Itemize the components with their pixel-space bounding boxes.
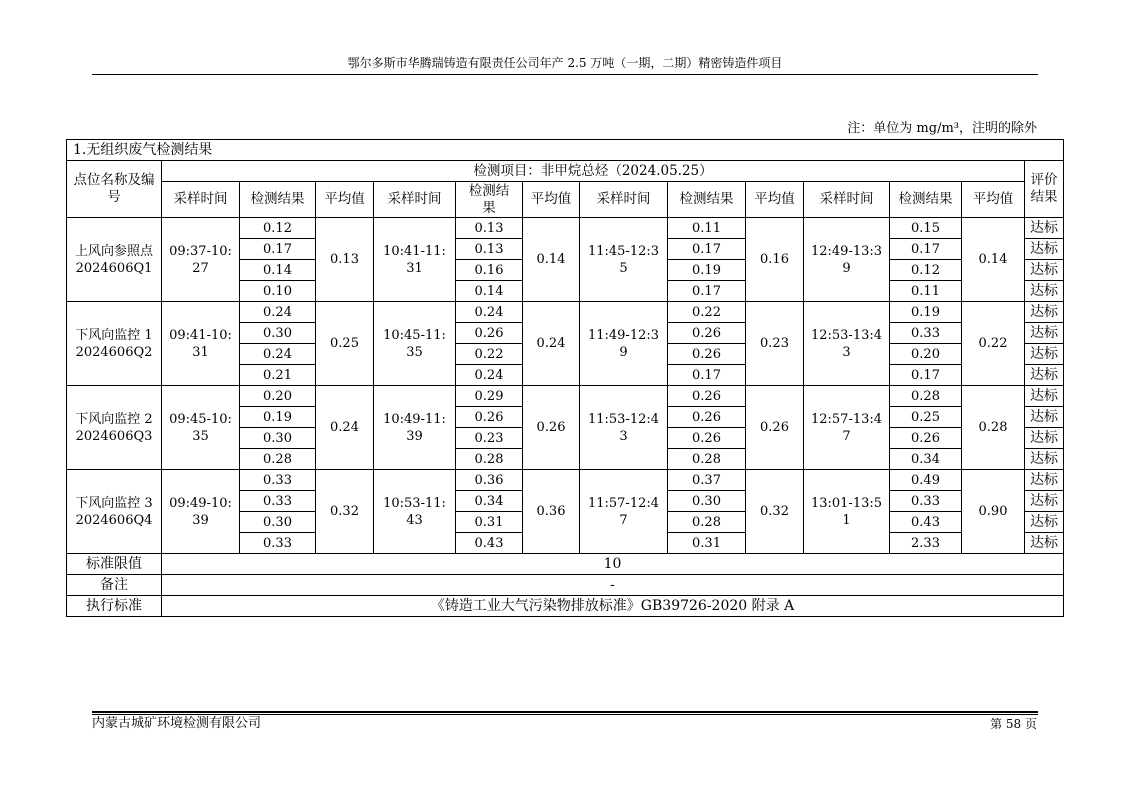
result-cell: 0.17 — [240, 239, 316, 260]
result-cell: 0.12 — [890, 260, 962, 281]
result-cell: 0.10 — [240, 281, 316, 302]
result-cell: 0.30 — [668, 491, 746, 512]
result-cell: 0.43 — [456, 533, 523, 554]
sampling-time-cell: 09:45-10:35 — [162, 386, 240, 470]
result-cell: 0.28 — [668, 512, 746, 533]
sampling-time-cell: 11:57-12:47 — [580, 470, 668, 554]
result-header-2: 检测结果 — [456, 182, 523, 218]
sampling-time-cell: 11:45-12:35 — [580, 218, 668, 302]
average-cell: 0.26 — [746, 386, 804, 470]
result-cell: 0.23 — [456, 428, 523, 449]
evaluation-header: 评价结果 — [1025, 161, 1064, 218]
footer-row-value: - — [162, 575, 1064, 596]
result-cell: 0.20 — [240, 386, 316, 407]
evaluation-cell: 达标 — [1025, 491, 1064, 512]
sampling-time-header-4: 采样时间 — [804, 182, 890, 218]
evaluation-cell: 达标 — [1025, 260, 1064, 281]
footer-row — [67, 554, 1064, 575]
result-cell: 0.21 — [240, 365, 316, 386]
average-cell: 0.36 — [523, 470, 580, 554]
sampling-time-cell: 11:49-12:39 — [580, 302, 668, 386]
footer-row-label: 标准限值 — [67, 554, 162, 575]
average-cell: 0.22 — [962, 302, 1025, 386]
sampling-time-cell: 10:49-11:39 — [374, 386, 456, 470]
sampling-time-cell: 09:37-10:27 — [162, 218, 240, 302]
result-cell: 0.26 — [668, 386, 746, 407]
result-header-1: 检测结果 — [240, 182, 316, 218]
result-cell: 0.22 — [668, 302, 746, 323]
result-cell: 0.13 — [456, 239, 523, 260]
header-row-1 — [67, 161, 1064, 182]
header-divider — [92, 74, 1038, 75]
footer-row-value: 10 — [162, 554, 1064, 575]
result-cell: 0.20 — [890, 344, 962, 365]
result-cell: 0.26 — [668, 344, 746, 365]
result-cell: 0.17 — [890, 239, 962, 260]
table-row — [67, 302, 1064, 323]
footer-row-value: 《铸造工业大气污染物排放标准》GB39726-2020 附录 A — [162, 596, 1064, 617]
result-cell: 0.28 — [240, 449, 316, 470]
result-cell: 0.43 — [890, 512, 962, 533]
result-cell: 0.34 — [890, 449, 962, 470]
average-cell: 0.23 — [746, 302, 804, 386]
result-cell: 0.28 — [456, 449, 523, 470]
result-cell: 0.24 — [456, 365, 523, 386]
result-cell: 2.33 — [890, 533, 962, 554]
result-cell: 0.12 — [240, 218, 316, 239]
sampling-time-cell: 10:53-11:43 — [374, 470, 456, 554]
sampling-time-cell: 09:41-10:31 — [162, 302, 240, 386]
result-cell: 0.17 — [668, 239, 746, 260]
result-cell: 0.17 — [668, 281, 746, 302]
result-cell: 0.36 — [456, 470, 523, 491]
result-cell: 0.31 — [668, 533, 746, 554]
sampling-time-header-3: 采样时间 — [580, 182, 668, 218]
header-row-2 — [67, 182, 1064, 218]
point-name-cell: 下风向监控 2 2024606Q3 — [67, 386, 162, 470]
result-cell: 0.33 — [240, 491, 316, 512]
evaluation-cell: 达标 — [1025, 428, 1064, 449]
sampling-time-cell: 12:49-13:39 — [804, 218, 890, 302]
average-cell: 0.13 — [316, 218, 374, 302]
point-name-header: 点位名称及编号 — [67, 161, 162, 218]
point-name-cell: 下风向监控 3 2024606Q4 — [67, 470, 162, 554]
average-header-1: 平均值 — [316, 182, 374, 218]
average-header-4: 平均值 — [962, 182, 1025, 218]
footer-row — [67, 596, 1064, 617]
result-cell: 0.30 — [240, 323, 316, 344]
section-title-row — [67, 140, 1064, 161]
average-header-2: 平均值 — [523, 182, 580, 218]
section-title: 1.无组织废气检测结果 — [67, 140, 1064, 161]
result-cell: 0.26 — [668, 323, 746, 344]
results-table — [66, 139, 1064, 617]
result-cell: 0.14 — [240, 260, 316, 281]
footer-row — [67, 575, 1064, 596]
results-table-container — [66, 139, 1063, 617]
point-name-cell: 上风向参照点2024606Q1 — [67, 218, 162, 302]
result-cell: 0.19 — [668, 260, 746, 281]
result-cell: 0.31 — [456, 512, 523, 533]
evaluation-cell: 达标 — [1025, 239, 1064, 260]
result-cell: 0.26 — [668, 428, 746, 449]
result-cell: 0.33 — [240, 470, 316, 491]
evaluation-cell: 达标 — [1025, 218, 1064, 239]
sampling-time-cell: 13:01-13:51 — [804, 470, 890, 554]
average-cell: 0.32 — [746, 470, 804, 554]
result-cell: 0.15 — [890, 218, 962, 239]
evaluation-cell: 达标 — [1025, 470, 1064, 491]
result-cell: 0.24 — [456, 302, 523, 323]
evaluation-cell: 达标 — [1025, 512, 1064, 533]
result-cell: 0.49 — [890, 470, 962, 491]
footer-divider-thin — [92, 714, 1038, 715]
result-cell: 0.34 — [456, 491, 523, 512]
average-cell: 0.14 — [523, 218, 580, 302]
unit-note: 注：单位为 mg/m³，注明的除外 — [847, 121, 1037, 136]
sampling-time-cell: 11:53-12:43 — [580, 386, 668, 470]
result-cell: 0.22 — [456, 344, 523, 365]
result-cell: 0.24 — [240, 344, 316, 365]
document-header: 鄂尔多斯市华腾瑞铸造有限责任公司年产 2.5 万吨（一期，二期）精密铸造件项目 — [347, 56, 783, 70]
evaluation-cell: 达标 — [1025, 281, 1064, 302]
evaluation-cell: 达标 — [1025, 365, 1064, 386]
average-cell: 0.16 — [746, 218, 804, 302]
average-cell: 0.26 — [523, 386, 580, 470]
result-cell: 0.33 — [240, 533, 316, 554]
result-cell: 0.25 — [890, 407, 962, 428]
result-cell: 0.29 — [456, 386, 523, 407]
evaluation-cell: 达标 — [1025, 407, 1064, 428]
average-cell: 0.32 — [316, 470, 374, 554]
result-cell: 0.24 — [240, 302, 316, 323]
table-row — [67, 218, 1064, 239]
result-cell: 0.26 — [890, 428, 962, 449]
result-cell: 0.14 — [456, 281, 523, 302]
result-header-3: 检测结果 — [668, 182, 746, 218]
evaluation-cell: 达标 — [1025, 302, 1064, 323]
average-cell: 0.14 — [962, 218, 1025, 302]
sampling-time-cell: 12:57-13:47 — [804, 386, 890, 470]
average-cell: 0.24 — [316, 386, 374, 470]
result-cell: 0.16 — [456, 260, 523, 281]
result-cell: 0.26 — [668, 407, 746, 428]
result-cell: 0.17 — [890, 365, 962, 386]
footer-row-label: 执行标准 — [67, 596, 162, 617]
sampling-time-header-1: 采样时间 — [162, 182, 240, 218]
result-cell: 0.33 — [890, 323, 962, 344]
table-row — [67, 470, 1064, 491]
result-cell: 0.17 — [668, 365, 746, 386]
result-cell: 0.30 — [240, 428, 316, 449]
evaluation-cell: 达标 — [1025, 323, 1064, 344]
result-cell: 0.37 — [668, 470, 746, 491]
company-name: 内蒙古城矿环境检测有限公司 — [92, 716, 262, 731]
evaluation-cell: 达标 — [1025, 386, 1064, 407]
average-cell: 0.28 — [962, 386, 1025, 470]
sampling-time-cell: 12:53-13:43 — [804, 302, 890, 386]
point-name-cell: 下风向监控 1 2024606Q2 — [67, 302, 162, 386]
evaluation-cell: 达标 — [1025, 533, 1064, 554]
result-cell: 0.13 — [456, 218, 523, 239]
result-cell: 0.28 — [668, 449, 746, 470]
result-cell: 0.30 — [240, 512, 316, 533]
page-number: 第 58 页 — [990, 717, 1037, 731]
result-cell: 0.28 — [890, 386, 962, 407]
footer-row-label: 备注 — [67, 575, 162, 596]
result-cell: 0.19 — [890, 302, 962, 323]
result-cell: 0.26 — [456, 407, 523, 428]
sampling-time-cell: 09:49-10:39 — [162, 470, 240, 554]
footer-divider — [92, 711, 1038, 713]
average-cell: 0.24 — [523, 302, 580, 386]
average-cell: 0.90 — [962, 470, 1025, 554]
result-cell: 0.33 — [890, 491, 962, 512]
result-cell: 0.26 — [456, 323, 523, 344]
average-header-3: 平均值 — [746, 182, 804, 218]
evaluation-cell: 达标 — [1025, 344, 1064, 365]
result-cell: 0.11 — [668, 218, 746, 239]
result-header-4: 检测结果 — [890, 182, 962, 218]
result-cell: 0.11 — [890, 281, 962, 302]
sampling-time-cell: 10:45-11:35 — [374, 302, 456, 386]
table-row — [67, 386, 1064, 407]
sampling-time-header-2: 采样时间 — [374, 182, 456, 218]
sampling-time-cell: 10:41-11:31 — [374, 218, 456, 302]
evaluation-cell: 达标 — [1025, 449, 1064, 470]
test-item-header: 检测项目：非甲烷总烃（2024.05.25） — [162, 161, 1025, 182]
average-cell: 0.25 — [316, 302, 374, 386]
result-cell: 0.19 — [240, 407, 316, 428]
